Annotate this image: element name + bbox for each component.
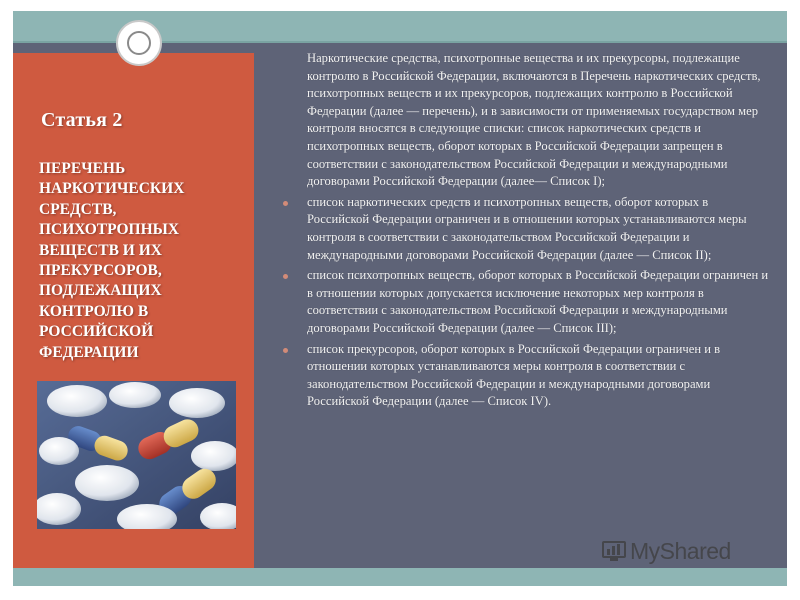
list-item	[295, 267, 770, 337]
list-item-text: список прекурсоров, оборот которых в Российской Федерации ограничен и в отношении которых устанавливаются меры контроля в соответствии с законодательством Российской Федерации и международными договорами Российской Федерации (далее — Список IV).	[307, 341, 721, 409]
chart-icon	[602, 539, 626, 563]
slide	[13, 11, 787, 586]
bottom-accent-band	[13, 568, 787, 586]
bullet-icon	[283, 201, 288, 206]
bullet-icon	[283, 348, 288, 353]
list-item-text: список психотропных веществ, оборот которых в Российской Федерации ограничен и в отношении которых допускается исключение некоторых мер контроля в соответствии с законодательством Российской Федерации и международными договорами Российской Федерации (далее — Список III);	[307, 268, 769, 335]
bullet-icon	[283, 274, 288, 279]
pills-illustration	[37, 381, 236, 529]
list-item-text: список наркотических средств и психотропных веществ, оборот которых в Российской Федерации ограничен и в отношении которых устанавливаются меры контроля в соответствии с законодательством Российской Федерации и международными договорами Российской Федерации (далее — Список II);	[307, 194, 747, 262]
decorative-ring-inner	[127, 31, 151, 55]
intro-paragraph	[295, 50, 770, 191]
article-heading: Статья 2	[41, 109, 123, 131]
decorative-ring-icon	[116, 20, 162, 66]
list-item	[295, 341, 770, 411]
list-title: ПЕРЕЧЕНЬ НАРКОТИЧЕСКИХ СРЕДСТВ, ПСИХОТРОПНЫХ ВЕЩЕСТВ И ИХ ПРЕКУРСОРОВ, ПОДЛЕЖАЩИХ КОНТРОЛЮ В РОССИЙСКОЙ ФЕДЕРАЦИИ	[39, 160, 185, 361]
watermark-logo	[602, 537, 731, 565]
list-item	[295, 194, 770, 264]
pills-photo	[37, 381, 236, 529]
intro-paragraph-text: Наркотические средства, психотропные вещества и их прекурсоры, подлежащие контролю в Российской Федерации, включаются в Перечень наркотических средств, психотропных веществ и их прекурсоров, подлежащих контролю в Российской Федерации (далее — перечень), и в зависимости от применяемых государством мер контроля вносятся в следующие списки: список наркотических средств и психотропных веществ, оборот которых в Российской Федерации запрещен в соответствии с законодательством Российской Федерации и международными договорами Российской Федерации (далее— Список I);	[307, 51, 761, 189]
watermark-text: MyShared	[630, 537, 731, 564]
body-text	[295, 50, 770, 414]
